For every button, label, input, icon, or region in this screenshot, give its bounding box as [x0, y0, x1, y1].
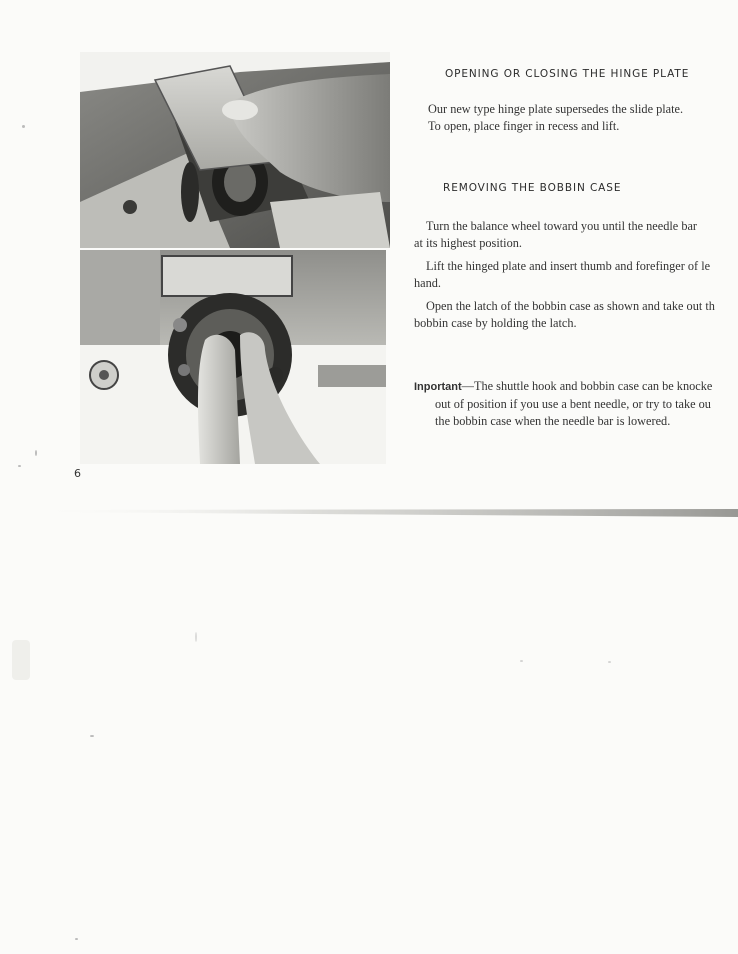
note-first-line: [414, 378, 736, 396]
bobbin-case-removal-photo: [80, 250, 386, 464]
scan-speck: [520, 660, 523, 662]
scan-edge-shadow: [30, 507, 738, 519]
paragraph-line: Lift the hinged plate and insert thumb and forefinger of le: [426, 259, 711, 273]
paragraph-line: Open the latch of the bobbin case as shown and take out th: [426, 299, 715, 313]
paragraph-open-latch: [414, 298, 736, 332]
important-note: [414, 378, 736, 430]
scan-speck: [608, 661, 611, 663]
paragraph-line: hand.: [414, 276, 441, 290]
paragraph-hinge-plate: [428, 101, 733, 135]
scan-speck: [75, 938, 78, 940]
paragraph-line: bobbin case by holding the latch.: [414, 316, 577, 330]
note-label: Inportant: [414, 381, 462, 393]
paragraph-lift-plate: [414, 258, 736, 292]
scan-smudge: [12, 640, 30, 680]
paragraph-line: out of position if you use a bent needle, or try to take ou: [435, 397, 711, 411]
section-heading-bobbin-case: REMOVING THE BOBBIN CASE: [443, 182, 622, 194]
scan-speck: [90, 735, 94, 737]
scan-speck: [18, 465, 21, 467]
hinge-plate-photo: [80, 52, 390, 248]
paragraph-line: —The shuttle hook and bobbin case can be knocke: [461, 379, 713, 393]
page-number: 6: [74, 467, 81, 480]
paragraph-line: Our new type hinge plate supersedes the slide plate.: [428, 102, 684, 116]
paragraph-line: To open, place finger in recess and lift.: [428, 119, 620, 133]
scan-speck: [35, 450, 37, 456]
paragraph-line: at its highest position.: [414, 236, 522, 250]
paragraph-line: the bobbin case when the needle bar is lowered.: [435, 414, 671, 428]
scan-speck: [22, 125, 25, 128]
paragraph-line: Turn the balance wheel toward you until the needle bar: [426, 219, 698, 233]
scan-speck: [195, 632, 197, 642]
section-heading-hinge-plate: OPENING OR CLOSING THE HINGE PLATE: [445, 68, 690, 80]
paragraph-balance-wheel: [414, 218, 736, 252]
